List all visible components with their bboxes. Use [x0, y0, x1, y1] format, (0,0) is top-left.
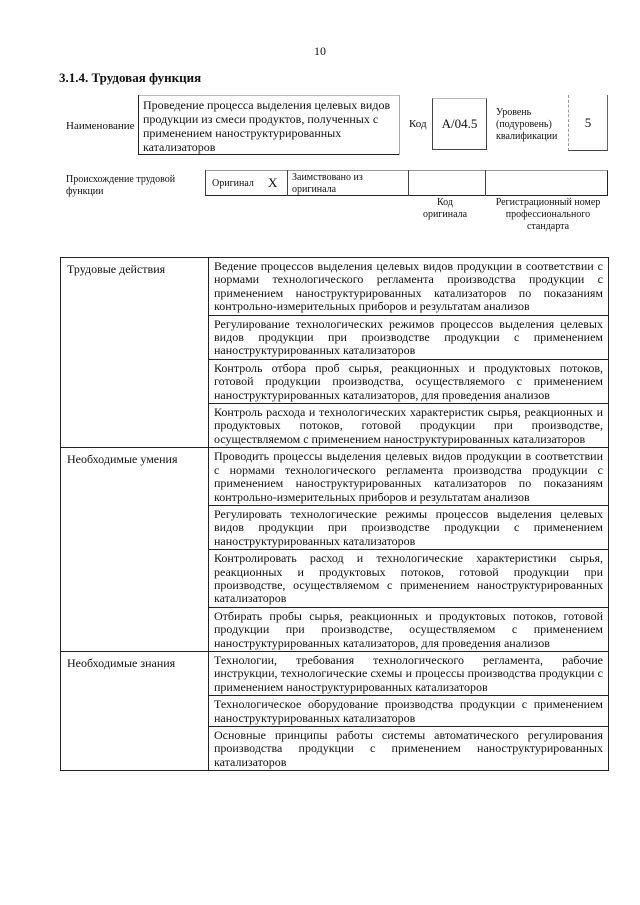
- name-label: Наименование: [66, 120, 135, 132]
- origin-divider: [408, 170, 409, 196]
- original-label: Оригинал: [212, 178, 254, 189]
- level-value: 5: [568, 95, 608, 151]
- reg-number-caption: Регистрационный номер профессионального стандарта: [495, 197, 601, 232]
- table-row: [61, 651, 609, 695]
- table-cell: Отбирать пробы сырья, реакционных и продуктовых потоков, готовой продукции при производстве, осуществляемом с применением наноструктурированных катализаторов, для проведения анализов: [209, 607, 609, 651]
- labor-function-table: [60, 257, 609, 771]
- section-title: 3.1.4. Трудовая функция: [59, 70, 202, 85]
- table-cell: Технологическое оборудование производства продукции с применением наноструктурированных катализаторов: [209, 696, 609, 727]
- table-cell: Регулирование технологических режимов процессов выделения целевых видов продукции при производстве продукции с применением наноструктурированных катализаторов: [209, 315, 609, 359]
- row-header: Необходимые знания: [61, 651, 209, 770]
- level-label: Уровень (подуровень) квалификации: [496, 107, 558, 142]
- table-row: [61, 448, 609, 506]
- table-cell: Контроль отбора проб сырья, реакционных и продуктовых потоков, готовой продукции производства, осуществляемого с применением наноструктурированных катализаторов, для проведения анализов: [209, 359, 609, 403]
- code-original-caption: Код оригинала: [422, 197, 468, 220]
- row-header: Необходимые умения: [61, 448, 209, 652]
- table-cell: Контролировать расход и технологические характеристики сырья, реакционных и продуктовых потоков, готовой продукции при производстве, осуществляемом с применением наноструктурированных катализаторов: [209, 550, 609, 608]
- name-box-right-border: [399, 95, 400, 155]
- table-cell: Контроль расхода и технологических характеристик сырья, реакционных и продуктовых потоков, готовой продукции при производстве, осуществляемом с применением наноструктурированных катализаторов: [209, 404, 609, 448]
- original-mark: X: [268, 175, 278, 190]
- row-header: Трудовые действия: [61, 258, 209, 448]
- borrowed-label: Заимствовано из оригинала: [292, 172, 363, 195]
- table-cell: Основные принципы работы системы автоматического регулирования производства продукции с применением наноструктурированных катализаторов: [209, 727, 609, 771]
- table-cell: Проводить процессы выделения целевых видов продукции в соответствии с нормами технологического регламента производства продукции с применением наноструктурированных катализаторов по показаниям контрольно-измерительных приборов и результатам анализов: [209, 448, 609, 506]
- code-label: Код: [409, 118, 427, 130]
- table-row: [61, 258, 609, 316]
- origin-row: [205, 170, 608, 196]
- origin-divider: [287, 170, 288, 196]
- origin-divider: [485, 170, 486, 196]
- table-cell: Ведение процессов выделения целевых видов продукции в соответствии с нормами технологического регламента производства продукции с применением наноструктурированных катализаторов по показаниям контрольно-измерительных приборов и результатам анализов: [209, 258, 609, 316]
- origin-divider: [205, 170, 206, 196]
- code-value: А/04.5: [432, 98, 487, 150]
- table-cell: Регулировать технологические режимы процессов выделения целевых видов продукции при производстве продукции с применением наноструктурированных катализаторов: [209, 505, 609, 549]
- function-name: Проведение процесса выделения целевых видов продукции из смеси продуктов, полученных с применением наноструктурированных катализаторов: [138, 95, 400, 155]
- page-number: 10: [314, 44, 326, 58]
- origin-label: Происхождение трудовой функции: [66, 174, 176, 197]
- table-cell: Технологии, требования технологического регламента, рабочие инструкции, технологические схемы и процессы производства продукции с применением наноструктурированных катализаторов: [209, 651, 609, 695]
